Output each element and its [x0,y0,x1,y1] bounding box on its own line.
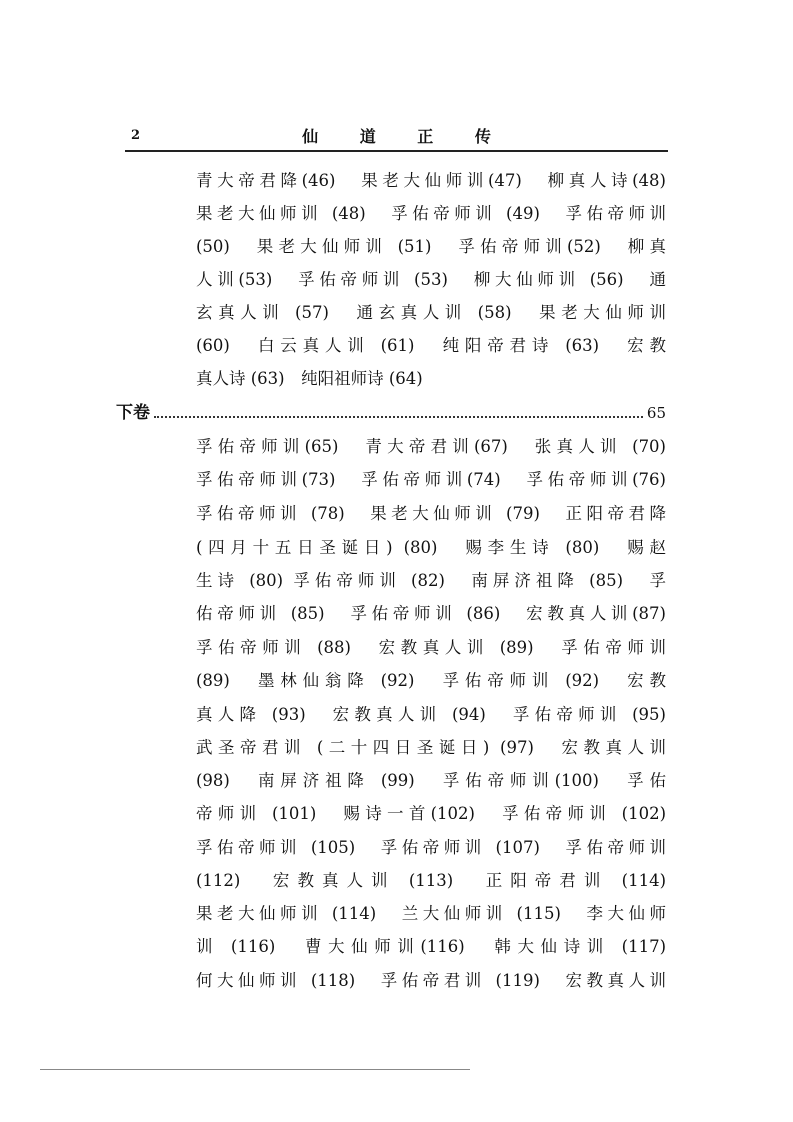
toc-line: 武圣帝君训 (二十四日圣诞日) (97) 宏教真人训 [196,738,666,757]
toc-line: 果老大仙师训 (48) 孚佑帝师训 (49) 孚佑帝师训 [196,204,666,223]
section-page-number: 65 [646,404,666,422]
section-heading-volume-2 [116,398,666,428]
toc-line: 孚佑帝师训 (88) 宏教真人训 (89) 孚佑帝师训 [196,638,666,657]
toc-line: 何大仙师训 (118) 孚佑帝君训 (119) 宏教真人训 [196,971,666,990]
running-title: 仙 道 正 传 [302,127,509,146]
toc-line: (89) 墨林仙翁降 (92) 孚佑帝师训 (92) 宏教 [196,671,666,690]
toc-line: 玄真人训 (57) 通玄真人训 (58) 果老大仙师训 [196,303,666,322]
toc-line: 帝师训 (101) 赐诗一首(102) 孚佑帝师训 (102) [196,804,666,823]
section-label: 下卷 [116,403,150,423]
toc-line: 真人诗 (63) 纯阳祖师诗 (64) [196,369,423,388]
toc-line: 孚佑帝师训 (78) 果老大仙师训 (79) 正阳帝君降 [196,504,666,523]
footer-rule [40,1069,470,1070]
toc-line: (50) 果老大仙师训 (51) 孚佑帝师训(52) 柳真 [196,237,666,256]
toc-line: 佑帝师训 (85) 孚佑帝师训 (86) 宏教真人训(87) [196,604,666,623]
toc-line: 青大帝君降(46) 果老大仙师训(47) 柳真人诗(48) [196,171,666,190]
toc-line: (112) 宏教真人训 (113) 正阳帝君训 (114) [196,871,666,890]
toc-line: 孚佑帝师训(73) 孚佑帝师训(74) 孚佑帝师训(76) [196,470,666,489]
toc-line: 孚佑帝师训 (105) 孚佑帝师训 (107) 孚佑帝师训 [196,838,666,857]
dot-leader [154,416,643,418]
toc-line: 训 (116) 曹大仙师训(116) 韩大仙诗训 (117) [196,937,666,956]
toc-line: (四月十五日圣诞日) (80) 赐李生诗 (80) 赐赵 [196,538,666,557]
page-number: 2 [131,128,141,143]
toc-line: (98) 南屏济祖降 (99) 孚佑帝师训(100) 孚佑 [196,771,666,790]
toc-line: (60) 白云真人训 (61) 纯阳帝君诗 (63) 宏教 [196,336,666,355]
toc-line: 生诗 (80) 孚佑帝师训 (82) 南屏济祖降 (85) 孚 [196,571,666,590]
toc-line: 果老大仙师训 (114) 兰大仙师训 (115) 李大仙师 [196,904,666,923]
toc-line: 人训(53) 孚佑帝师训 (53) 柳大仙师训 (56) 通 [196,270,666,289]
header-rule [125,150,668,152]
toc-line: 真人降 (93) 宏教真人训 (94) 孚佑帝师训 (95) [196,705,666,724]
toc-line: 孚佑帝师训(65) 青大帝君训(67) 张真人训 (70) [196,437,666,456]
